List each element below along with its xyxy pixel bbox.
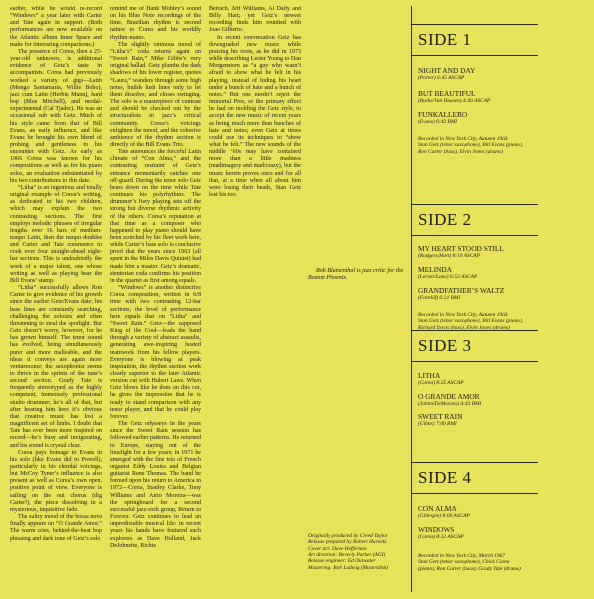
track-item <box>418 89 588 105</box>
paragraph: In recent conversation Getz has downgraded new music while praising his roots, as he did in 1973 while describing Lester Young to Dan Morgenstern as “a guy who wasn’t afraid to show what he felt in his playing, instead of hiding his heart under a bunch of hate and a bunch of notes.” But one needn’t reject the immortal Pres, or the primary effect he had on molding the Getz style, to accept the new music of recent years as being much more than bunches of hate and notes; even Getz at times could use its techniques to “show what he felt.” The new sounds of the middle ’60s may have contained more than a little madness (madimagery and mad/crazy), but the music herein proves once and for all that, at a time when all about him were losing their heads, Stan Getz lost his too. <box>209 34 301 199</box>
recording-info <box>418 312 586 331</box>
author-bio-text: Bob Blumenthal is jazz critic for the Boston Phoenix. <box>308 268 404 282</box>
paragraph: Beirach, Jeff Williams, Al Daily and Billy Hart; yet Getz’s newest recording finds him reunited with Joao Gilberto. <box>209 6 301 34</box>
paragraph: remind me of Hank Mobley’s sound on his Blue Note recordings of the time. Brazilian rhythm is second nature to Corea and his worldly rhythm-mates. <box>110 6 201 41</box>
track-credit: (Evans) 6:42 BMI <box>418 119 457 125</box>
paragraph: “Litha” successfully allows Ron Carter to give evidence of his growth since the earlier Getz/Evans date; his bass lines are constantly searching, challenging the soloists and often threatening to steal the spotlight. But Getz doesn’t worry, however, for he has grown himself. The tenor sound has evolved, being simultaneously purer and more malleable, and the ideas it conveys are again more venturesome; the saxophonist seems to thrive in the sprints of the tune’s second section. Grady Tate is frequently stereotyped as the highly competent, immensely professional studio drummer; he’s all of that, but after hearing him here it’s obvious that creative music has lost a magnificent set of limbs. I doubt that Tate has ever been more inspired on record—he’s busy and invigorating, and his sound is crystal clear. <box>10 285 102 449</box>
track-listing <box>411 6 590 592</box>
track-credit: (Jobim/DeMoraes) 4:43 BMI <box>418 401 482 407</box>
track-item <box>418 525 588 541</box>
track-credit: (Gibbs) 7:00 BMI <box>418 421 457 427</box>
track-title: SWEET RAIN <box>418 412 463 421</box>
track-credit: (Corea) 8:32 ASCAP <box>418 534 464 540</box>
recording-line: Stan Getz (tenor saxophone), Chick Corea <box>418 559 510 566</box>
side-2-header <box>412 204 538 236</box>
recording-line: (piano), Ron Carter (bass), Grady Tate (drums) <box>418 565 521 572</box>
track-credit: (Lerner/Lane) 6:53 ASCAP <box>418 274 478 280</box>
paragraph: Tate announces the forceful Latin climate of “Con Alma,” and the contrasting restraint of Getz’s entrance momentarily catches one off-guard. During the tenor solo Getz bears down on the time while Tate continues his polyrhythms. The drummer’s fiery playing sets off the strong but diverse rhythmic activity of the others. Corea’s reputation at that time as a composer who happened to play piano should have been scotched by his fleet work here, while Carter’s bass solo is conclusive proof that the years since 1963 (all spent in the Miles Davis Quintet) had made him a master. Getz’s dramatic, stentorian coda confirms his position in the quartet as first among equals. <box>110 149 201 284</box>
track-item <box>418 265 588 281</box>
author-bio <box>308 268 404 282</box>
recording-line: Stan Getz (tenor saxophone), Bill Evans (piano), <box>418 142 524 149</box>
paragraph: The presence of Corea, then a 25-year-old unknown, is additional evidence of Getz’s taste in accompanists. Corea had previously worked a variety of gigs—Latin (Mongo Santamaria, Willie Bobo), jazz cum Latin (Herbie Mann), hard bop (Blue Mitchell), and modal-experimental (Cal Tjader). He was an occasional sub with Getz. Much of his style came from that of Bill Evans, an early influence, and like Evans he brought his own blend of probing and gentleness to his encounter with Getz. As early as 1966 Corea was known for his compositions as well as for his piano solos, an evaluation substantiated by his two contributions to this date. <box>10 48 102 184</box>
track-title: NIGHT AND DAY <box>418 66 476 75</box>
track-credit: (Corea) 8:25 ASCAP <box>418 380 464 386</box>
track-title: BUT BEAUTIFUL <box>418 89 476 98</box>
recording-info <box>418 553 586 572</box>
production-credits <box>308 533 416 571</box>
paragraph: Corea pays homage to Evans in his solo (like Evans did to Powell), particularly in his chordal voicings, but McCoy Tyner’s influence is also present as well as Corea’s own open, positive point of view. Everyone is sailing on the out chorus (dig Carter!), the piece dissolving in a mysterious, inquisitive fade. <box>10 449 102 513</box>
recording-line: Recorded in New York City, Autumn 1964 <box>418 312 508 318</box>
side-1-header <box>412 24 538 56</box>
track-item <box>418 66 588 82</box>
side-title: SIDE 2 <box>418 210 472 229</box>
paragraph: The slightly ominous mood of “Litha’s” coda returns again on “Sweet Rain,” Mike Gibbs’s very original ballad. Getz plumbs the dark shadows of his lower register, quotes “Laura,” wanders through some high notes, builds lush lines only to let them dissolve, and closes swinging. The solo is a masterpiece of contrast and should be checked out by the structuralists in jazz’s critical community. Corea’s voicings enlighten the mood, and the cohesive ambience of the rhythm section is directly of the Bill Evans Trio. <box>110 41 201 148</box>
track-credit: (Burke/Van Heusen) 4:40 ASCAP <box>418 98 491 104</box>
track-item <box>418 412 588 428</box>
track-title: CON ALMA <box>418 504 457 513</box>
track-title: GRANDFATHER’S WALTZ <box>418 286 505 295</box>
liner-notes-column-1 <box>10 6 102 592</box>
recording-line: Ron Carter (bass), Elvin Jones (drums) <box>418 148 504 155</box>
track-title: FUNKALLERO <box>418 110 468 119</box>
paragraph: The sultry mood of the bossa nova finally appears on “O Grande Amor.” The warm cries, behind-the-beat bop phrasing and dark tone of Getz’s solo <box>10 514 102 542</box>
track-credit: (Rodgers/Hart) 8:10 ASCAP <box>418 253 480 259</box>
paragraph: “Windows” is another distinctive Corea composition, written in 6/8 time with two contrasting 12-bar sections; the level of performance here equals that on “Litha” and “Sweet Rain.” Getz—the supposed King of the Cool—leads the band through a variety of abstract assaults, generating awe-inspiring heated teamwork from his fellow players. Everyone is blowing at peak inspiration, the rhythm section work clearly superior to the later Atlantic version cut with Hubert Laws. When Getz blows like he does on this cut, he gives the impression that he is ready to stand comparison with any tenor player, and that he could play forever. <box>110 285 201 420</box>
recording-line: Recorded in New York City, Autumn 1964 <box>418 136 508 142</box>
track-title: MY HEART STOOD STILL <box>418 244 504 253</box>
liner-notes-column-2 <box>110 6 201 592</box>
track-item <box>418 286 588 302</box>
credit-line: Originally produced by Creed Taylor <box>308 533 388 539</box>
recording-line: Richard Davis (bass), Elvin Jones (drums) <box>418 324 510 331</box>
credit-line: Art direction: Beverly Parker (AGI) <box>308 552 386 559</box>
side-4-header <box>412 462 538 494</box>
recording-line: Recorded in New York City, March 1967 <box>418 553 505 559</box>
track-item <box>418 504 588 520</box>
track-item <box>418 244 588 260</box>
paragraph: The Getz odysseys in the years since the Sweet Rain session has followed earlier patterns. He returned to Europe, staying out of the limelight for a few years; in 1971 he emerged with the fine trio of French organist Eddy Louiss and Belgian guitarist Rene Thomas. The band he formed upon his return to America in 1972—Corea, Stanley Clarke, Tony Williams and Airto Moreira—was the springboard for a second successful jazz-rock group, Return to Forever. Getz continues to lead an unpredictable musical life: in recent years his bands have featured such explorers as Dave Holland, Jack DeJohnette, Richie <box>110 421 201 549</box>
recording-line: Stan Getz (tenor saxophone), Bill Evans (piano), <box>418 318 524 325</box>
credit-line: Mastering: Bob Ludwig (Masterdisk) <box>308 564 389 571</box>
credit-line: Reissue prepared by Robert Hurwitz <box>308 539 387 546</box>
side-title: SIDE 4 <box>418 468 472 487</box>
track-credit: (Gillespie) 8:00 ASCAP <box>418 513 470 519</box>
paragraph: earlier, while he would re-record “Windows” a year later with Carter and Tate again in support. (Both performances are now available on the Atlantic album Inner Space and make for interesting comparisons.) <box>10 6 102 48</box>
track-title: O GRANDE AMOR <box>418 392 480 401</box>
side-title: SIDE 3 <box>418 336 472 355</box>
paragraph: “Litha” is an ingenious and totally original example of Corea’s writing, as dedicated to his two children, which may explain the two contrasting sections. The first employs melodic phrases of irregular lengths over 16 bars of medium-tempo Latin, then the tempo doubles and Carter and Tate commence to cook over four straight-ahead eight-bar sections. This is undoubtedly the work of a major talent, one whose writing as well as playing bear the Bill Evans’ stamp. <box>10 184 102 284</box>
credit-line: Reissue engineer: Ed Outwater <box>308 558 376 565</box>
side-title: SIDE 1 <box>418 30 472 49</box>
track-item <box>418 392 588 408</box>
track-title: WINDOWS <box>418 525 455 534</box>
track-title: LITHA <box>418 371 441 380</box>
credit-line: Cover art: Dave Heffernan <box>308 545 367 552</box>
liner-notes-column-3 <box>209 6 301 430</box>
track-title: MELINDA <box>418 265 453 274</box>
track-item <box>418 110 588 126</box>
track-credit: (Porter) 6:45 ASCAP <box>418 75 465 81</box>
recording-info <box>418 136 586 155</box>
track-item <box>418 371 588 387</box>
track-credit: (Farnlöf) 6:21 BMI <box>418 295 461 301</box>
side-3-header <box>412 330 538 362</box>
